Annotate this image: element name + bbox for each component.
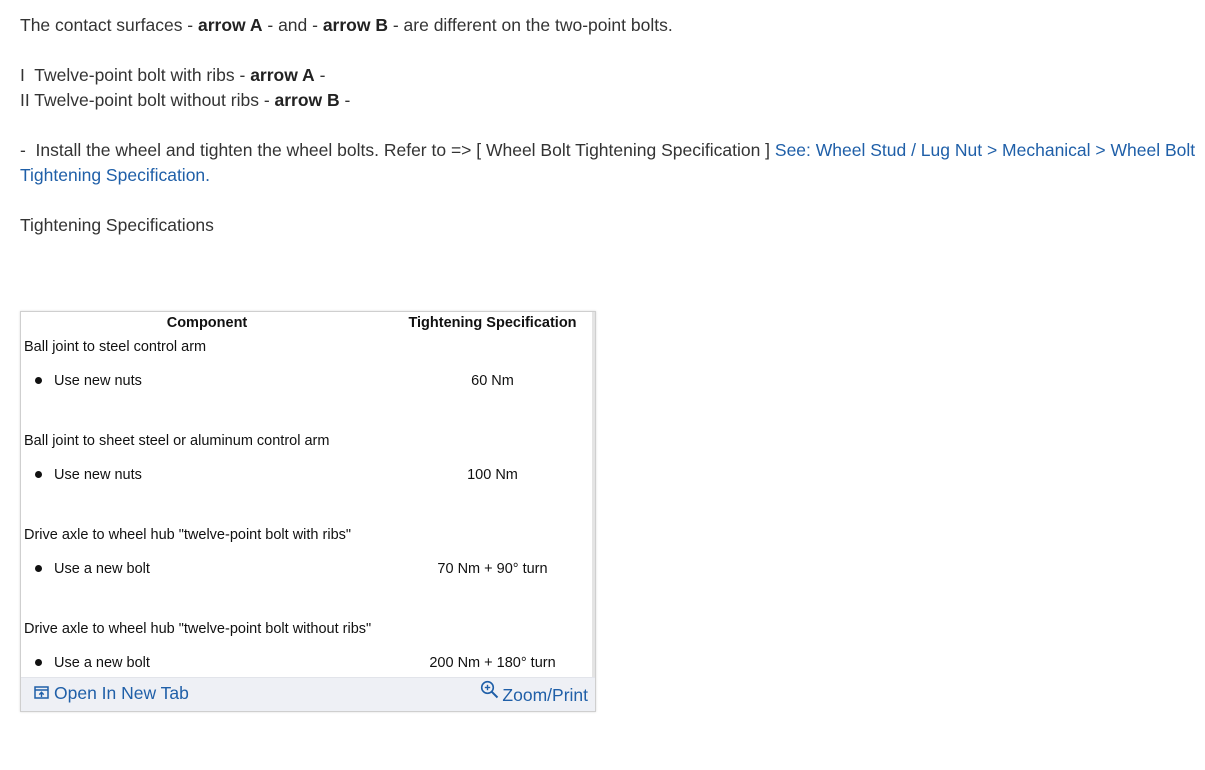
table-row bbox=[21, 547, 592, 591]
bolt-description: II Twelve-point bolt without ribs - bbox=[20, 90, 275, 110]
bullet-icon bbox=[35, 471, 42, 478]
table-spacer bbox=[21, 403, 592, 428]
table-row bbox=[21, 522, 592, 547]
item-label: Use a new bolt bbox=[54, 655, 150, 671]
contact-surfaces-paragraph bbox=[20, 13, 1200, 38]
document-body bbox=[20, 13, 1200, 238]
text-segment: - bbox=[314, 65, 326, 85]
bolt-description: I Twelve-point bolt with ribs - bbox=[20, 65, 251, 85]
zoom-print-label: Zoom/Print bbox=[502, 684, 588, 705]
bullet-icon bbox=[35, 565, 42, 572]
text-segment: - are different on the two-point bolts. bbox=[387, 15, 673, 35]
table-scroll-area[interactable] bbox=[21, 312, 595, 677]
item-label: Use new nuts bbox=[54, 467, 142, 483]
component-name: Ball joint to sheet steel or aluminum control arm bbox=[24, 432, 330, 449]
item-cell bbox=[21, 453, 393, 497]
table-footer-bar bbox=[21, 677, 595, 712]
tightening-spec-table bbox=[21, 312, 592, 677]
text-segment: The contact surfaces - bbox=[20, 15, 198, 35]
item-cell bbox=[21, 641, 393, 677]
section-title: Tightening Specifications bbox=[20, 215, 214, 235]
item-label: Use new nuts bbox=[54, 373, 142, 389]
component-name: Drive axle to wheel hub "twelve-point bolt with ribs" bbox=[24, 526, 352, 543]
column-header-component: Component bbox=[166, 315, 248, 331]
spec-value: 70 Nm + 90° turn bbox=[437, 561, 548, 577]
table-row bbox=[21, 359, 592, 403]
bolt-line-with-ribs bbox=[20, 63, 1200, 88]
open-in-new-tab-button[interactable] bbox=[34, 683, 189, 704]
install-wheel-step bbox=[20, 138, 1200, 188]
item-cell bbox=[21, 359, 393, 403]
open-in-new-tab-icon bbox=[34, 683, 49, 704]
spec-value: 60 Nm bbox=[471, 373, 514, 389]
bullet-icon bbox=[35, 659, 42, 666]
text-segment: - and - bbox=[262, 15, 323, 35]
table-row bbox=[21, 334, 592, 359]
wheel-bolt-spec-link[interactable]: See: Wheel Stud / Lug Nut > Mechanical > Wheel Bolt Tightening Specification. bbox=[20, 140, 1196, 185]
bolt-line-without-ribs bbox=[20, 88, 1200, 113]
component-name: Ball joint to steel control arm bbox=[24, 338, 207, 355]
item-cell bbox=[21, 547, 393, 591]
table-row bbox=[21, 428, 592, 453]
zoom-in-icon bbox=[480, 680, 499, 704]
open-in-new-tab-label: Open In New Tab bbox=[54, 683, 189, 703]
component-name: Drive axle to wheel hub "twelve-point bolt without ribs" bbox=[24, 620, 372, 637]
item-label: Use a new bolt bbox=[54, 561, 150, 577]
table-spacer bbox=[21, 497, 592, 522]
arrow-a-label: arrow A bbox=[198, 15, 263, 35]
text-segment: - bbox=[339, 90, 351, 110]
table-row bbox=[21, 641, 592, 677]
table-row bbox=[21, 616, 592, 641]
spec-value: 100 Nm bbox=[467, 467, 518, 483]
spec-value: 200 Nm + 180° turn bbox=[429, 655, 556, 671]
zoom-print-button[interactable] bbox=[480, 683, 588, 707]
arrow-a-label: arrow A bbox=[250, 65, 315, 85]
arrow-b-label: arrow B bbox=[274, 90, 340, 110]
arrow-b-label: arrow B bbox=[322, 15, 388, 35]
table-header-row bbox=[21, 312, 592, 334]
table-row bbox=[21, 453, 592, 497]
tightening-spec-table-card bbox=[20, 311, 596, 712]
column-header-specification: Tightening Specification bbox=[408, 315, 577, 331]
bullet-icon bbox=[35, 377, 42, 384]
install-instruction: - Install the wheel and tighten the wheel bolts. Refer to => [ Wheel Bolt Tightening Specification ] bbox=[20, 140, 775, 160]
table-spacer bbox=[21, 591, 592, 616]
